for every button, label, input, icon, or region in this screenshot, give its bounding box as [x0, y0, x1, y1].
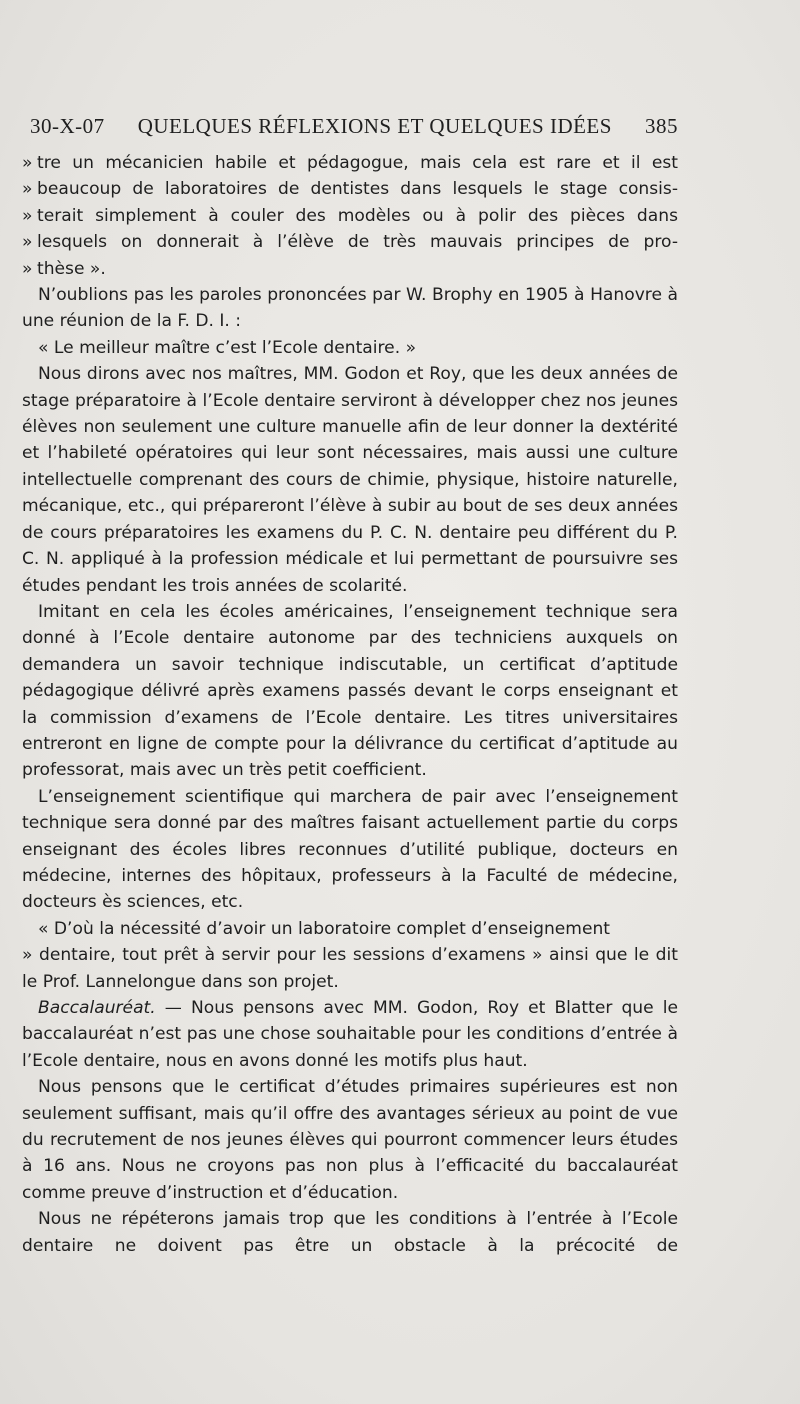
page-number: 385 — [644, 114, 678, 138]
quote-line: » terait simplement à couler des modèles ou à polir des pièces dans — [22, 203, 678, 229]
paragraph: « Le meilleur maître c’est l’Ecole dentaire. » — [38, 337, 417, 358]
paragraph: » dentaire, tout prêt à servir pour les sessions d’examens » ainsi que le dit le Prof. Lannelongue dans son projet. — [22, 945, 678, 992]
paragraph: N’oublions pas les paroles prononcées par W. Brophy en 1905 à Hanovre à une réunion de la F. D. I. : — [22, 285, 678, 332]
paragraph-text: — Nous pensons avec MM. Godon, Roy et Blatter que le baccalauréat n’est pas une chose souhaitable pour les conditions d’entrée à l’Ecole dentaire, nous en avons donné les motifs plus haut. — [22, 998, 678, 1071]
paragraph: Nous ne répéterons jamais trop que les conditions à l’entrée à l’Ecole dentaire ne doivent pas être un obstacle à la précocité de — [22, 1209, 678, 1256]
section-lead: Baccalauréat. — [38, 998, 156, 1018]
paragraph: L’enseignement scientifique qui marchera de pair avec l’enseignement technique sera donné par des maîtres faisant actuellement partie du corps enseignant des écoles libres reconnues d’utilité publique, docteurs en médecine, internes des hôpitaux, professeurs à la Faculté de médecine, docteurs ès sciences, etc. — [22, 786, 678, 913]
quote-marker: » — [22, 153, 33, 173]
header-date: 30-X-07 — [30, 114, 105, 138]
page-body — [22, 150, 678, 1259]
paragraph: Nous pensons que le certificat d’études primaires supérieures est non seulement suffisant, mais qu’il offre des avantages sérieux au point de vue du recrutement de nos jeunes élèves qui pourront commencer leurs études à 16 ans. Nous ne croyons pas non plus à l’efficacité du baccalauréat comme preuve d’instruction et d’éducation. — [22, 1077, 678, 1203]
quote-line: » thèse ». — [22, 256, 678, 282]
quote-marker: » — [22, 232, 33, 253]
paragraph — [22, 995, 678, 1074]
paragraph: Nous dirons avec nos maîtres, MM. Godon et Roy, que les deux années de stage préparatoire à l’Ecole dentaire serviront à développer chez nos jeunes élèves non seulement une culture manuelle afin de leur donner la dextérité et l’habileté opératoires qui leur sont nécessaires, mais aussi une culture intellectuelle comprenant des cours de chimie, physique, histoire naturelle, mécanique, etc., qui prépareront l’élève à subir au bout de ses deux années de cours préparatoires les examens du P. C. N. dentaire peu différent du P. C. N. appliqué à la profession médicale et lui permettant de poursuivre ses études pendant les trois années de scolarité. — [22, 364, 678, 596]
paragraph: Imitant en cela les écoles américaines, l’enseignement technique sera donné à l’Ecole dentaire autonome par des techniciens auxquels on demandera un savoir technique indiscutable, un certificat d’aptitude pédagogique délivré après examens passés devant le corps enseignant et la commission d’examens de l’Ecole dentaire. Les titres universitaires entreront en ligne de compte pour la délivrance du certificat d’aptitude au professorat, mais avec un très petit coefficient. — [22, 601, 678, 781]
quote-line: » lesquels on donnerait à l’élève de très mauvais principes de pro- — [22, 229, 678, 255]
header-title: QUELQUES RÉFLEXIONS ET QUELQUES IDÉES — [137, 114, 612, 138]
running-header — [30, 102, 678, 150]
quote-marker: » — [22, 205, 33, 226]
book-page — [22, 102, 678, 1259]
quote-line: » beaucoup de laboratoires de dentistes dans lesquels le stage consis- — [22, 176, 678, 202]
quote-marker: » — [22, 179, 33, 200]
paragraph: « D’où la nécessité d’avoir un laboratoire complet d’enseignement — [38, 918, 611, 939]
quote-line: » tre un mécanicien habile et pédagogue, mais cela est rare et il est — [22, 150, 678, 176]
quote-marker: » — [22, 258, 33, 279]
